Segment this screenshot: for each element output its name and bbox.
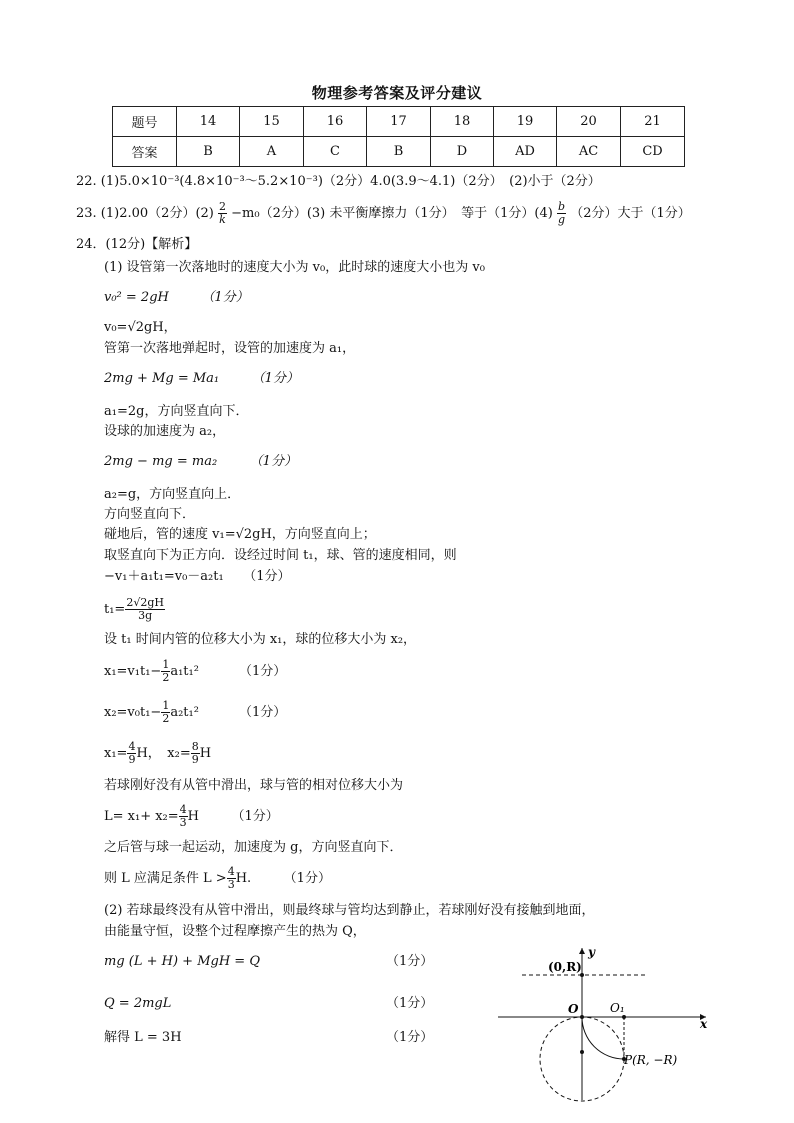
- score-note: （1分）: [386, 1030, 434, 1045]
- solution-line: 碰地后，管的速度 v₁=√2gH，方向竖直向上；: [104, 527, 376, 542]
- answer-22: 22. (1)5.0×10⁻³(4.8×10⁻³～5.2×10⁻³)（2分）4.0(3.9～4.1)（2分） (2)小于（2分）: [76, 174, 601, 189]
- solution-line: 设 t₁ 时间内管的位移大小为 x₁，球的位移大小为 x₂，: [104, 632, 417, 647]
- equation-text: x₂=v₀t₁−: [104, 705, 162, 720]
- point-origin: [580, 1015, 584, 1019]
- fraction-numerator: 2: [219, 200, 226, 213]
- solution-line: a₁=2g，方向竖直向下．: [104, 404, 249, 419]
- score-note: （1分）: [238, 664, 287, 679]
- fraction-denominator: 3: [179, 816, 187, 829]
- solution-line: 取竖直向下为正方向．设经过时间 t₁，球、管的速度相同，则: [104, 548, 457, 563]
- table-cell: B: [367, 137, 431, 167]
- answer-23-part2: −m₀（2分）(3) 未平衡摩擦力（1分） 等于（1分）(4): [231, 206, 553, 221]
- solution-line: 管第一次落地弹起时，设管的加速度为 a₁，: [104, 341, 356, 356]
- equation-line: v₀² = 2gH （1分）: [104, 290, 249, 305]
- fraction-numerator: 4: [179, 803, 187, 816]
- fraction-denominator: 3g: [138, 609, 153, 622]
- fraction: [227, 866, 236, 891]
- equation-text: t₁=: [104, 602, 126, 617]
- page-title: 物理参考答案及评分建议: [311, 84, 483, 102]
- answer-24-heading: 24．(12分)【解析】: [76, 237, 198, 252]
- equation-text: H， x₂=: [136, 746, 191, 761]
- fraction-numerator: 8: [191, 740, 199, 753]
- equation-line: [104, 738, 211, 770]
- label-o1: O₁: [610, 1001, 625, 1015]
- equation-line: v₀=√2gH，: [104, 320, 177, 335]
- table-cell: 20: [557, 107, 621, 137]
- table-cell: 21: [621, 107, 685, 137]
- label-y: y: [588, 945, 595, 959]
- fraction-denominator: 9: [191, 753, 199, 766]
- score-note: （1分）: [238, 705, 287, 720]
- coordinate-diagram: [498, 942, 718, 1112]
- fraction-one-half: [161, 700, 170, 725]
- score-note: （1分）: [386, 954, 434, 969]
- table-cell: AD: [494, 137, 557, 167]
- table-cell: B: [177, 137, 240, 167]
- label-x: x: [700, 1017, 708, 1031]
- label-p: P(R, −R): [624, 1053, 678, 1067]
- table-cell: 14: [177, 107, 240, 137]
- fraction-denominator: k: [219, 213, 226, 226]
- fraction-denominator: 9: [128, 753, 136, 766]
- equation-line: mg (L + H) + MgH = Q: [104, 954, 260, 969]
- equation-text: x₁=v₁t₁−: [104, 664, 162, 679]
- equation-line: 2mg − mg = ma₂ （1分）: [104, 454, 297, 469]
- equation-text: L= x₁+ x₂=: [104, 809, 179, 824]
- table-cell: D: [431, 137, 494, 167]
- table-cell: 19: [494, 107, 557, 137]
- table-cell: AC: [557, 137, 621, 167]
- solution-line: 方向竖直向下．: [104, 507, 196, 522]
- equation-text: H: [199, 746, 212, 761]
- fraction: [179, 804, 188, 829]
- equation-text: 则 L 应满足条件 L >: [104, 871, 227, 886]
- solution-line: 由能量守恒，设整个过程摩擦产生的热为 Q，: [104, 924, 366, 939]
- fraction: [191, 741, 200, 766]
- fraction-numerator: 4: [128, 740, 136, 753]
- equation-line: [104, 801, 279, 833]
- equation-text: H （1分）: [187, 809, 279, 824]
- table-cell: 17: [367, 107, 431, 137]
- solution-line: 之后管与球一起运动，加速度为 g，方向竖直向下．: [104, 840, 403, 855]
- table-header-cell: 答案: [113, 137, 177, 167]
- arc-trajectory: [582, 1017, 624, 1059]
- fraction-numerator: b: [558, 200, 566, 213]
- equation-line: [104, 592, 165, 628]
- solution-line: (2) 若球最终没有从管中滑出，则最终球与管均达到静止，若球刚好没有接触到地面，: [104, 903, 595, 918]
- table-cell: C: [304, 137, 367, 167]
- table-cell: 15: [240, 107, 304, 137]
- point-o1: [622, 1015, 626, 1019]
- fraction-denominator: 2: [162, 712, 170, 725]
- solution-line: 设球的加速度为 a₂，: [104, 424, 226, 439]
- fraction-numerator: 4: [227, 865, 235, 878]
- fraction-denominator: 3: [227, 878, 235, 891]
- table-cell: CD: [621, 137, 685, 167]
- fraction-b-over-g: [557, 201, 566, 226]
- table-cell: 16: [304, 107, 367, 137]
- table-cell: A: [240, 137, 304, 167]
- solution-line: a₂=g，方向竖直向上．: [104, 487, 241, 502]
- table-row: [113, 107, 685, 137]
- table-header-cell: 题号: [113, 107, 177, 137]
- label-0-r: (0,R): [548, 960, 582, 974]
- equation-text: a₁t₁²: [170, 664, 199, 679]
- solution-line: (1) 设管第一次落地时的速度大小为 v₀，此时球的速度大小也为 v₀: [104, 260, 485, 275]
- fraction: [125, 597, 165, 622]
- fraction-one-half: [161, 659, 170, 684]
- equation-text: x₁=: [104, 746, 128, 761]
- equation-line: [104, 863, 331, 895]
- equation-line: 解得 L = 3H: [104, 1030, 182, 1045]
- table-cell: 18: [431, 107, 494, 137]
- answer-23-part1: 23. (1)2.00（2分）(2): [76, 206, 214, 221]
- fraction-denominator: g: [558, 213, 566, 226]
- equation-line: Q = 2mgL: [104, 996, 172, 1011]
- equation-text: a₂t₁²: [170, 705, 199, 720]
- answer-table: [112, 106, 685, 167]
- equation-line: [104, 697, 286, 729]
- fraction-denominator: 2: [162, 671, 170, 684]
- equation-line: −v₁＋a₁t₁=v₀－a₂t₁ （1分）: [104, 569, 291, 584]
- answer-23: [76, 200, 691, 228]
- answer-23-part3: （2分）大于（1分）: [570, 206, 691, 221]
- fraction-numerator: 2√2gH: [126, 596, 164, 609]
- label-o: O: [568, 1002, 579, 1016]
- equation-line: 2mg + Mg = Ma₁ （1分）: [104, 371, 299, 386]
- solution-line: 若球刚好没有从管中滑出，球与管的相对位移大小为: [104, 778, 404, 793]
- fraction-numerator: 1: [162, 658, 170, 671]
- equation-text: H. （1分）: [235, 871, 331, 886]
- score-note: （1分）: [386, 996, 434, 1011]
- table-row: [113, 137, 685, 167]
- point-center: [580, 1050, 584, 1054]
- fraction-2-over-k: [218, 201, 227, 226]
- fraction-numerator: 1: [162, 699, 170, 712]
- equation-line: [104, 656, 286, 688]
